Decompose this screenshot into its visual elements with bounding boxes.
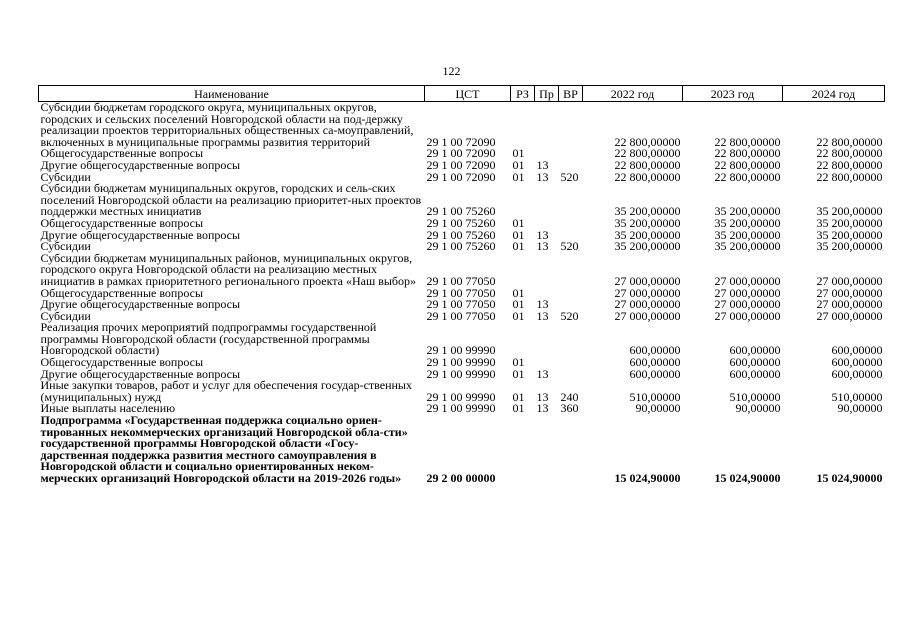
cell-vr <box>559 369 583 381</box>
header-cst: ЦСТ <box>425 86 511 102</box>
cell-rz <box>511 415 535 485</box>
cell-name: Субсидии бюджетам городского округа, муниципальных округов, городских и сельских поселений Новгородской области на под-держку реализации проектов территориальных общественных са-моуправлений, включенных в муниципальные программы развития территорий <box>40 100 414 149</box>
cell-name: Подпрограмма «Государственная поддержка социально ориен-тированных некоммерческих организаций Новгородской обла-сти» государственной программы Новгородской области «Госу-дарственная поддержка развития местного самоуправления в Новгородской области и социально ориентированных неком-мерческих организаций Новгородской области на 2019-2026 годы» <box>40 413 408 485</box>
cell-cst: 29 1 00 75260 <box>426 227 496 242</box>
cell-name: Субсидии бюджетам муниципальных районов, муниципальных округов, городского округа Новгородской области на реализацию местных инициатив в рамках приоритетного регионального проекта «Наш выбор» <box>40 250 417 288</box>
cell-vr: 360 <box>560 401 579 416</box>
cell-name: Другие общегосударственные вопросы <box>40 366 241 381</box>
table-row <box>39 415 885 485</box>
cell-rz: 01 <box>512 227 525 242</box>
cell-vr <box>559 253 583 288</box>
cell-2024: 27 000,00000 <box>816 297 883 312</box>
cell-2023: 510,00000 <box>729 389 781 404</box>
cell-name: Другие общегосударственные вопросы <box>40 157 241 172</box>
cell-2024: 35 200,00000 <box>816 227 883 242</box>
cell-cst: 29 1 00 72090 <box>426 134 496 149</box>
cell-vr <box>559 322 583 357</box>
cell-2023: 27 000,00000 <box>714 297 781 312</box>
cell-2022: 600,00000 <box>629 343 681 358</box>
cell-2023: 22 800,00000 <box>714 157 781 172</box>
cell-2024: 27 000,00000 <box>816 273 883 288</box>
cell-rz <box>511 102 535 149</box>
header-name: Наименование <box>39 86 425 102</box>
cell-pr <box>535 183 559 218</box>
cell-2023: 27 000,00000 <box>714 308 781 323</box>
cell-cst: 29 1 00 99990 <box>426 401 496 416</box>
cell-name: Субсидии <box>40 239 91 254</box>
cell-rz: 01 <box>512 401 525 416</box>
cell-vr <box>559 357 583 369</box>
cell-2022: 27 000,00000 <box>614 308 681 323</box>
cell-rz: 01 <box>512 308 525 323</box>
cell-pr: 13 <box>536 239 549 254</box>
cell-rz: 01 <box>512 389 525 404</box>
cell-2022: 22 800,00000 <box>614 157 681 172</box>
cell-2022: 600,00000 <box>629 355 681 370</box>
cell-2022: 15 024,90000 <box>614 471 681 485</box>
cell-name: Общегосударственные вопросы <box>40 355 204 370</box>
cell-pr: 13 <box>536 227 549 242</box>
cell-name: Иные закупки товаров, работ и услуг для обеспечения государ-ственных (муниципальных) нужд <box>40 378 412 404</box>
budget-table <box>38 85 885 485</box>
cell-vr <box>559 415 583 485</box>
cell-2023: 35 200,00000 <box>714 239 781 254</box>
header-2023: 2023 год <box>683 86 783 102</box>
cell-pr: 13 <box>536 297 549 312</box>
cell-2024: 600,00000 <box>831 343 883 358</box>
cell-pr <box>535 253 559 288</box>
cell-cst: 29 1 00 77050 <box>426 285 496 300</box>
cell-rz: 01 <box>512 146 525 161</box>
cell-2022: 510,00000 <box>629 389 681 404</box>
cell-2024: 22 800,00000 <box>816 157 883 172</box>
cell-2022: 27 000,00000 <box>614 285 681 300</box>
header-2022: 2022 год <box>583 86 683 102</box>
cell-2023: 600,00000 <box>729 355 781 370</box>
cell-2022: 35 200,00000 <box>614 215 681 230</box>
cell-pr: 13 <box>536 308 549 323</box>
table-body <box>39 102 885 485</box>
cell-cst: 29 1 00 75260 <box>426 204 496 219</box>
cell-2024: 22 800,00000 <box>816 169 883 184</box>
cell-2022: 35 200,00000 <box>614 239 681 254</box>
cell-2023: 27 000,00000 <box>714 285 781 300</box>
cell-pr <box>535 322 559 357</box>
header-pr: Пр <box>535 86 559 102</box>
page-number: 122 <box>442 64 461 78</box>
cell-rz: 01 <box>512 366 525 381</box>
cell-pr: 13 <box>536 366 549 381</box>
cell-2023: 15 024,90000 <box>714 471 781 485</box>
cell-name: Субсидии <box>40 308 91 323</box>
cell-cst: 29 1 00 72090 <box>426 169 496 184</box>
cell-vr: 520 <box>560 169 579 184</box>
header-2024: 2024 год <box>783 86 885 102</box>
cell-cst: 29 1 00 77050 <box>426 273 496 288</box>
cell-2022: 27 000,00000 <box>614 273 681 288</box>
cell-2024: 35 200,00000 <box>816 215 883 230</box>
cell-2023: 22 800,00000 <box>714 146 781 161</box>
cell-rz: 01 <box>512 297 525 312</box>
cell-2024: 600,00000 <box>831 366 883 381</box>
table-row <box>39 253 885 288</box>
cell-rz: 01 <box>512 157 525 172</box>
cell-2022: 22 800,00000 <box>614 169 681 184</box>
cell-cst: 29 1 00 99990 <box>426 389 496 404</box>
cell-2024: 15 024,90000 <box>816 471 883 485</box>
table-row <box>39 183 885 218</box>
cell-cst: 29 1 00 99990 <box>426 366 496 381</box>
cell-pr: 13 <box>536 389 549 404</box>
cell-pr: 13 <box>536 157 549 172</box>
cell-vr <box>559 183 583 218</box>
cell-name: Общегосударственные вопросы <box>40 146 204 161</box>
cell-rz: 01 <box>512 239 525 254</box>
cell-cst: 29 1 00 72090 <box>426 146 496 161</box>
cell-vr: 520 <box>560 308 579 323</box>
cell-2022: 22 800,00000 <box>614 146 681 161</box>
cell-2022: 600,00000 <box>629 366 681 381</box>
cell-rz <box>511 322 535 357</box>
cell-name: Общегосударственные вопросы <box>40 285 204 300</box>
cell-cst: 29 1 00 72090 <box>426 157 496 172</box>
cell-2024: 600,00000 <box>831 355 883 370</box>
cell-pr <box>535 102 559 149</box>
cell-2022: 35 200,00000 <box>614 204 681 219</box>
cell-2024: 35 200,00000 <box>816 239 883 254</box>
cell-2023: 600,00000 <box>729 343 781 358</box>
cell-2022: 27 000,00000 <box>614 297 681 312</box>
cell-2023: 600,00000 <box>729 366 781 381</box>
cell-cst: 29 1 00 77050 <box>426 297 496 312</box>
cell-2023: 35 200,00000 <box>714 215 781 230</box>
cell-vr <box>559 218 583 230</box>
cell-name: Субсидии <box>40 169 91 184</box>
cell-2023: 22 800,00000 <box>714 134 781 149</box>
cell-vr: 240 <box>560 389 579 404</box>
cell-vr: 520 <box>560 239 579 254</box>
cell-2024: 510,00000 <box>831 389 883 404</box>
table-row <box>39 322 885 357</box>
cell-2022: 35 200,00000 <box>614 227 681 242</box>
header-rz: РЗ <box>511 86 535 102</box>
cell-name: Иные выплаты населению <box>40 401 176 416</box>
cell-rz: 01 <box>512 355 525 370</box>
cell-name: Субсидии бюджетам муниципальных округов, городских и сель-ских поселений Новгородской области на реализацию приоритет-ных проектов поддержки местных инициатив <box>40 181 422 219</box>
cell-cst: 29 1 00 75260 <box>426 239 496 254</box>
cell-2023: 35 200,00000 <box>714 204 781 219</box>
cell-vr <box>559 148 583 160</box>
cell-rz <box>511 253 535 288</box>
header-vr: ВР <box>559 86 583 102</box>
cell-rz: 01 <box>512 169 525 184</box>
cell-2024: 27 000,00000 <box>816 308 883 323</box>
cell-2023: 27 000,00000 <box>714 273 781 288</box>
cell-rz <box>511 183 535 218</box>
cell-pr: 13 <box>536 169 549 184</box>
cell-cst: 29 1 00 77050 <box>426 308 496 323</box>
cell-cst: 29 2 00 00000 <box>426 471 496 485</box>
cell-2024: 22 800,00000 <box>816 134 883 149</box>
cell-vr <box>559 288 583 300</box>
cell-cst: 29 1 00 75260 <box>426 215 496 230</box>
cell-vr <box>559 102 583 149</box>
cell-cst: 29 1 00 99990 <box>426 343 496 358</box>
table-row <box>39 380 885 403</box>
cell-2022: 90,00000 <box>635 401 681 416</box>
cell-2024: 90,00000 <box>837 401 883 416</box>
cell-rz: 01 <box>512 215 525 230</box>
table-row <box>39 102 885 149</box>
cell-2023: 90,00000 <box>735 401 781 416</box>
cell-2023: 22 800,00000 <box>714 169 781 184</box>
cell-2024: 35 200,00000 <box>816 204 883 219</box>
cell-rz: 01 <box>512 285 525 300</box>
cell-2024: 27 000,00000 <box>816 285 883 300</box>
cell-2024: 22 800,00000 <box>816 146 883 161</box>
cell-name: Общегосударственные вопросы <box>40 215 204 230</box>
cell-name: Другие общегосударственные вопросы <box>40 297 241 312</box>
cell-name: Реализация прочих мероприятий подпрограммы государственной программы Новгородской области (государственной программы Новгородской области) <box>40 320 377 358</box>
cell-name: Другие общегосударственные вопросы <box>40 227 241 242</box>
cell-pr <box>535 415 559 485</box>
cell-2023: 35 200,00000 <box>714 227 781 242</box>
cell-cst: 29 1 00 99990 <box>426 355 496 370</box>
cell-pr: 13 <box>536 401 549 416</box>
cell-2022: 22 800,00000 <box>614 134 681 149</box>
